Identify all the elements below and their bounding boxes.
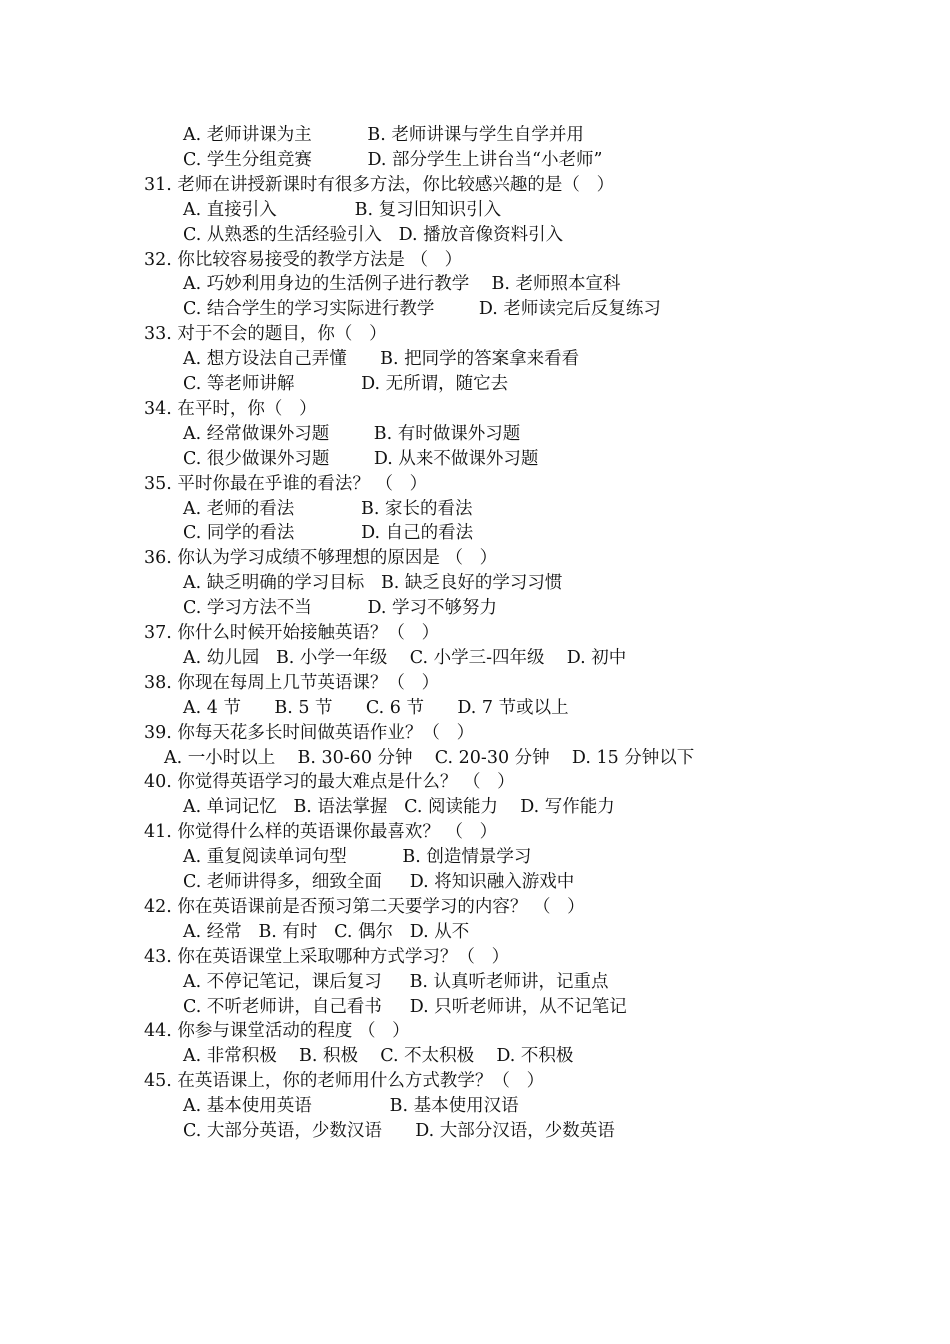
option-line: C. 同学的看法 D. 自己的看法 [183,523,474,544]
question-line: 38. 你现在每周上几节英语课？（ ） [144,672,440,693]
option-line: A. 幼儿园 B. 小学一年级 C. 小学三-四年级 D. 初中 [183,647,627,668]
option-line: A. 老师讲课为主 B. 老师讲课与学生自学并用 [183,125,584,145]
question-line: 41. 你觉得什么样的英语课你最喜欢？ （ ） [144,822,498,843]
question-line: 44. 你参与课堂活动的程度 （ ） [144,1021,410,1042]
question-line: 35. 平时你最在乎谁的看法？ （ ） [144,473,428,494]
option-line: C. 老师讲得多，细致全面 D. 将知识融入游戏中 [183,872,575,892]
option-line: A. 不停记笔记，课后复习 B. 认真听老师讲，记重点 [183,971,609,992]
option-line: C. 学生分组竞赛 D. 部分学生上讲台当“小老师” [183,149,603,170]
option-line: A. 4 节 B. 5 节 C. 6 节 D. 7 节或以上 [183,697,569,718]
question-line: 33. 对于不会的题目，你（ ） [144,324,387,345]
option-line: A. 想方设法自己弄懂 B. 把同学的答案拿来看看 [183,349,580,370]
option-line: A. 重复阅读单词句型 B. 创造情景学习 [183,847,532,868]
option-line: A. 缺乏明确的学习目标 B. 缺乏良好的学习习惯 [183,573,563,594]
question-line: 32. 你比较容易接受的教学方法是 （ ） [144,249,463,270]
option-line: C. 不听老师讲，自己看书 D. 只听老师讲，从不记笔记 [183,996,627,1017]
question-line: 42. 你在英语课前是否预习第二天要学习的内容？ （ ） [144,896,585,917]
option-line: A. 一小时以上 B. 30-60 分钟 C. 20-30 分钟 D. 15 分钟以下 [164,747,695,768]
option-line: C. 结合学生的学习实际进行教学 D. 老师读完后反复练习 [183,299,661,320]
option-line: A. 经常做课外习题 B. 有时做课外习题 [183,423,521,444]
option-line: C. 很少做课外习题 D. 从来不做课外习题 [183,448,539,469]
option-line: A. 基本使用英语 B. 基本使用汉语 [183,1096,519,1117]
option-line: A. 非常积极 B. 积极 C. 不太积极 D. 不积极 [183,1046,574,1067]
question-line: 36. 你认为学习成绩不够理想的原因是 （ ） [144,548,498,569]
question-line: 34. 在平时，你（ ） [144,398,317,419]
option-line: C. 从熟悉的生活经验引入 D. 播放音像资料引入 [183,224,564,245]
question-line: 40. 你觉得英语学习的最大难点是什么？ （ ） [144,772,515,793]
question-line: 43. 你在英语课堂上采取哪种方式学习？（ ） [144,946,510,967]
option-line: A. 经常 B. 有时 C. 偶尔 D. 从不 [183,921,470,942]
option-line: C. 大部分英语，少数汉语 D. 大部分汉语，少数英语 [183,1121,615,1141]
question-line: 31. 老师在讲授新课时有很多方法，你比较感兴趣的是（ ） [144,174,615,195]
option-line: C. 学习方法不当 D. 学习不够努力 [183,598,498,619]
question-line: 45. 在英语课上，你的老师用什么方式教学？（ ） [144,1071,545,1092]
option-line: C. 等老师讲解 D. 无所谓，随它去 [183,374,509,394]
option-line: A. 老师的看法 B. 家长的看法 [183,498,473,519]
option-line: A. 直接引入 B. 复习旧知识引入 [183,199,502,220]
option-line: A. 巧妙利用身边的生活例子进行教学 B. 老师照本宣科 [183,274,621,295]
option-line: A. 单词记忆 B. 语法掌握 C. 阅读能力 D. 写作能力 [183,797,615,818]
question-line: 39. 你每天花多长时间做英语作业？（ ） [144,722,475,743]
question-line: 37. 你什么时候开始接触英语？（ ） [144,623,440,643]
